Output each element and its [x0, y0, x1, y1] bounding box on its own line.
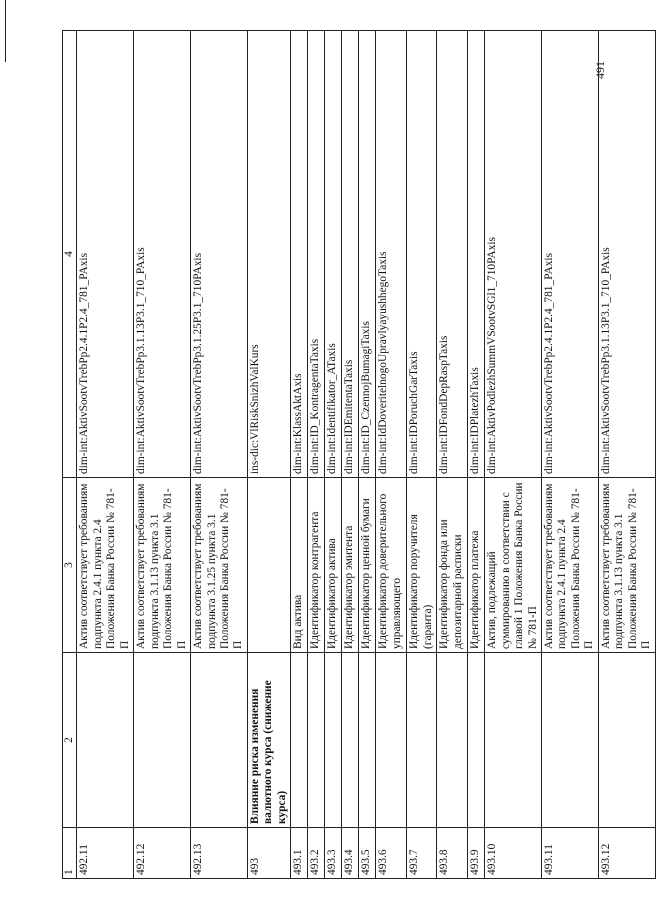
row-code-cell: dim-int:IDFondDepRaspTaxis	[437, 31, 468, 478]
row-number-cell: 493.9	[468, 828, 485, 879]
row-code-cell: dim-int:ID_CzennojBumagiTaxis	[359, 31, 376, 478]
row-description-cell: Актив соответствует требованиям подпункта 2.4.1 пункта 2.4 Положения Банка России № 781-П	[541, 478, 598, 653]
row-name-cell	[468, 653, 485, 828]
header-row	[63, 31, 77, 879]
row-number-cell: 493.3	[325, 828, 342, 879]
row-number-cell: 493.1	[291, 828, 308, 879]
row-description-cell: Вид актива	[291, 478, 308, 653]
row-code-cell: dim-int:IDEmitentaTaxis	[342, 31, 359, 478]
table-row	[342, 31, 359, 879]
row-description-cell	[247, 478, 290, 653]
row-number-cell: 492.13	[191, 828, 248, 879]
row-description-cell: Актив соответствует требованиям подпункта 3.1.13 пункта 3.1 Положения Банка России № 781-П	[134, 478, 191, 653]
table-row	[485, 31, 542, 879]
row-name-cell	[376, 653, 407, 828]
row-name-cell	[407, 653, 437, 828]
row-number-cell: 493.6	[376, 828, 407, 879]
row-number-cell: 493.5	[359, 828, 376, 879]
row-number-cell: 492.11	[77, 828, 134, 879]
row-number-cell: 493	[247, 828, 290, 879]
data-table	[62, 30, 656, 879]
row-name-cell	[359, 653, 376, 828]
row-code-cell: dim-int:IdDoveritelnogoUpravlyayushhegoTaxis	[376, 31, 407, 478]
row-code-cell: dim-int:AktivSootvTrebPp3.1.13P3.1_710_PAxis	[598, 31, 655, 478]
page-number: 491	[593, 61, 607, 79]
scan-edge-mark	[5, 0, 6, 62]
row-code-cell: dim-int:AktivSootvTrebPp3.1.25P3.1_710PAxis	[191, 31, 248, 478]
row-description-cell: Идентификатор ценной бумаги	[359, 478, 376, 653]
row-code-cell: dim-int:IDPoruchGarTaxis	[407, 31, 437, 478]
row-name-cell	[308, 653, 325, 828]
row-code-cell: ins-dic:VlRiskSnizhValKurs	[247, 31, 290, 478]
row-number-cell: 493.10	[485, 828, 542, 879]
row-code-cell: dim-int:AktivPodlezhSummVSootvSGl1_710PAxis	[485, 31, 542, 478]
row-number-cell: 493.2	[308, 828, 325, 879]
row-description-cell: Идентификатор контрагента	[308, 478, 325, 653]
row-description-cell: Идентификатор платежа	[468, 478, 485, 653]
header-col-1: 1	[63, 828, 77, 879]
row-name-cell	[291, 653, 308, 828]
table-row	[359, 31, 376, 879]
row-description-cell: Идентификатор актива	[325, 478, 342, 653]
table-row	[468, 31, 485, 879]
row-number-cell: 493.8	[437, 828, 468, 879]
table-row	[247, 31, 290, 879]
row-code-cell: dim-int:Identifikator_ATaxis	[325, 31, 342, 478]
row-name-cell	[437, 653, 468, 828]
table-row	[598, 31, 655, 879]
row-name-cell	[598, 653, 655, 828]
row-number-cell: 493.11	[541, 828, 598, 879]
row-description-cell: Идентификатор доверительного управляющего	[376, 478, 407, 653]
row-number-cell: 492.12	[134, 828, 191, 879]
row-description-cell: Актив соответствует требованиям подпункта 3.1.25 пункта 3.1 Положения Банка России № 781-П	[191, 478, 248, 653]
table-row	[291, 31, 308, 879]
row-name-cell	[342, 653, 359, 828]
row-description-cell: Идентификатор эмитента	[342, 478, 359, 653]
table-row	[376, 31, 407, 879]
table-row	[407, 31, 437, 879]
row-code-cell: dim-int:AktivSootvTrebPp2.4.1P2.4_781_PAxis	[77, 31, 134, 478]
row-description-cell: Идентификатор фонда или депозитарной расписки	[437, 478, 468, 653]
row-name-cell	[325, 653, 342, 828]
table-row	[134, 31, 191, 879]
table-row	[325, 31, 342, 879]
row-name-cell	[134, 653, 191, 828]
row-name-cell: Влияние риска изменения валютного курса (снижение курса)	[247, 653, 290, 828]
table-row	[437, 31, 468, 879]
row-description-cell: Актив соответствует требованиям подпункта 2.4.1 пункта 2.4 Положения Банка России № 781-П	[77, 478, 134, 653]
row-number-cell: 493.7	[407, 828, 437, 879]
row-code-cell: dim-int:AktivSootvTrebPp3.1.13P3.1_710_PAxis	[134, 31, 191, 478]
row-code-cell: dim-int:IDPlatezhTaxis	[468, 31, 485, 478]
row-code-cell: dim-int:ID_KontragentaTaxis	[308, 31, 325, 478]
table-row	[77, 31, 134, 879]
header-col-2: 2	[63, 653, 77, 828]
row-code-cell: dim-int:AktivSootvTrebPp2.4.1P2.4_781_PAxis	[541, 31, 598, 478]
row-description-cell: Актив соответствует требованиям подпункта 3.1.13 пункта 3.1 Положения Банка России № 781-П	[598, 478, 655, 653]
row-number-cell: 493.4	[342, 828, 359, 879]
row-name-cell	[77, 653, 134, 828]
row-code-cell: dim-int:KlassAktAxis	[291, 31, 308, 478]
header-col-4: 4	[63, 31, 77, 478]
row-description-cell: Актив, подлежащий суммированию в соответствии с главой 1 Положения Банка России № 781-П	[485, 478, 542, 653]
table-row	[191, 31, 248, 879]
row-name-cell	[191, 653, 248, 828]
row-name-cell	[485, 653, 542, 828]
row-number-cell: 493.12	[598, 828, 655, 879]
row-description-cell: Идентификатор поручителя (гаранта)	[407, 478, 437, 653]
header-col-3: 3	[63, 478, 77, 653]
table-row	[541, 31, 598, 879]
row-name-cell	[541, 653, 598, 828]
table-row	[308, 31, 325, 879]
